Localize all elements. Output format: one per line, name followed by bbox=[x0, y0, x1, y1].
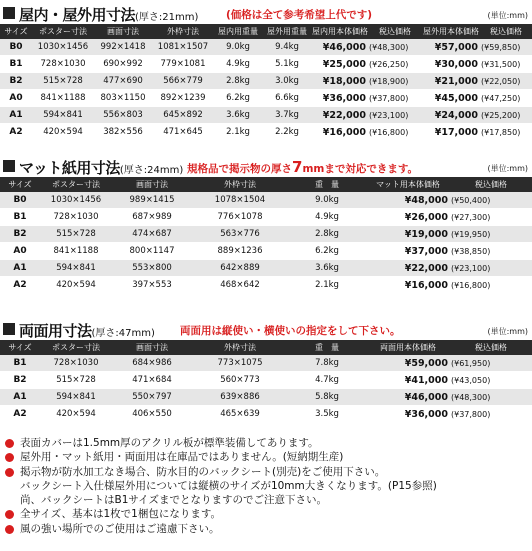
table-row bbox=[0, 260, 532, 277]
table-cell: ¥59,000 bbox=[366, 355, 450, 372]
col-header: 画面寸法 bbox=[112, 177, 192, 192]
table-cell: (¥59,850) bbox=[480, 39, 532, 56]
table-cell: 420×594 bbox=[32, 124, 94, 141]
col-header: 外枠寸法 bbox=[192, 177, 288, 192]
col-header: 税込価格 bbox=[450, 340, 532, 355]
square-bullet-icon bbox=[3, 7, 15, 19]
table-cell: A0 bbox=[0, 90, 32, 107]
table-cell: 7.8kg bbox=[288, 355, 366, 372]
table-cell: (¥37,800) bbox=[368, 90, 422, 107]
note-text: バックシート入仕様屋外用については縦横のサイズが10mm大きくなります。(P15参照) bbox=[20, 479, 437, 492]
note-text: 風の強い場所でのご使用はご遠慮下さい。 bbox=[20, 522, 220, 535]
table-row bbox=[0, 39, 532, 56]
red-dot-icon bbox=[5, 468, 14, 477]
section-header bbox=[0, 4, 532, 24]
table-cell: 563×776 bbox=[192, 226, 288, 243]
table-cell: 5.8kg bbox=[288, 389, 366, 406]
section-thickness: (厚さ:21mm) bbox=[135, 12, 199, 23]
table-header-row bbox=[0, 340, 532, 355]
table-cell: 1078×1504 bbox=[192, 192, 288, 209]
size-table bbox=[0, 177, 532, 294]
col-header: 外枠寸法 bbox=[192, 340, 288, 355]
table-row bbox=[0, 389, 532, 406]
table-cell: 382×556 bbox=[94, 124, 152, 141]
table-cell: (¥23,100) bbox=[368, 107, 422, 124]
table-cell: 6.2kg bbox=[288, 243, 366, 260]
table-cell: B1 bbox=[0, 355, 40, 372]
table-cell: ¥16,000 bbox=[312, 124, 368, 141]
table-cell: 420×594 bbox=[40, 277, 112, 294]
table-cell: (¥16,800) bbox=[368, 124, 422, 141]
table-cell: B0 bbox=[0, 39, 32, 56]
table-cell: 841×1188 bbox=[32, 90, 94, 107]
table-cell: ¥45,000 bbox=[422, 90, 480, 107]
table-cell: 468×642 bbox=[192, 277, 288, 294]
table-cell: (¥19,950) bbox=[450, 226, 532, 243]
double-sided-note: 両面用は縦使い・横使いの指定をして下さい。 bbox=[180, 325, 401, 337]
table-cell: 553×800 bbox=[112, 260, 192, 277]
col-header: 重 量 bbox=[288, 340, 366, 355]
table-cell: ¥46,000 bbox=[312, 39, 368, 56]
table-cell: ¥19,000 bbox=[366, 226, 450, 243]
table-cell: 3.5kg bbox=[288, 406, 366, 423]
table-header-row bbox=[0, 177, 532, 192]
table-cell: (¥18,900) bbox=[368, 73, 422, 90]
table-cell: 1030×1456 bbox=[32, 39, 94, 56]
table-row bbox=[0, 209, 532, 226]
note-text: 掲示物が防水加工なき場合、防水目的のバックシート(別売)をご使用下さい。 bbox=[20, 465, 386, 478]
table-cell: (¥17,850) bbox=[480, 124, 532, 141]
col-header: マット用本体価格 bbox=[366, 177, 450, 192]
table-cell: 477×690 bbox=[94, 73, 152, 90]
section-header bbox=[0, 157, 532, 177]
table-cell: ¥41,000 bbox=[366, 372, 450, 389]
table-cell: 3.6kg bbox=[214, 107, 262, 124]
table-cell: A2 bbox=[0, 406, 40, 423]
table-cell: ¥36,000 bbox=[366, 406, 450, 423]
section-matte bbox=[0, 157, 532, 294]
table-cell: 892×1239 bbox=[152, 90, 214, 107]
table-cell: 5.1kg bbox=[262, 56, 312, 73]
table-cell: ¥26,000 bbox=[366, 209, 450, 226]
section-thickness: (厚さ:24mm) bbox=[119, 165, 184, 176]
table-cell: 779×1081 bbox=[152, 56, 214, 73]
table-cell: 776×1078 bbox=[192, 209, 288, 226]
table-cell: 556×803 bbox=[94, 107, 152, 124]
table-cell: (¥27,300) bbox=[450, 209, 532, 226]
col-header: サイズ bbox=[0, 177, 40, 192]
table-cell: (¥23,100) bbox=[450, 260, 532, 277]
col-header: 画面寸法 bbox=[94, 24, 152, 39]
col-header: 両面用本体価格 bbox=[366, 340, 450, 355]
red-dot-icon bbox=[5, 439, 14, 448]
section-title bbox=[19, 157, 183, 178]
table-cell: (¥25,200) bbox=[480, 107, 532, 124]
section-title bbox=[19, 320, 155, 341]
table-cell: (¥22,050) bbox=[480, 73, 532, 90]
table-row bbox=[0, 372, 532, 389]
table-cell: ¥36,000 bbox=[312, 90, 368, 107]
table-row bbox=[0, 243, 532, 260]
section-thickness: (厚さ:47mm) bbox=[91, 328, 155, 339]
table-cell: 6.2kg bbox=[214, 90, 262, 107]
table-cell: 989×1415 bbox=[112, 192, 192, 209]
note-part: 7 bbox=[292, 158, 303, 176]
table-cell: 465×639 bbox=[192, 406, 288, 423]
table-cell: 420×594 bbox=[40, 406, 112, 423]
table-cell: 728×1030 bbox=[32, 56, 94, 73]
table-cell: A1 bbox=[0, 260, 40, 277]
table-cell: A2 bbox=[0, 124, 32, 141]
table-cell: 9.0kg bbox=[214, 39, 262, 56]
table-cell: ¥22,000 bbox=[312, 107, 368, 124]
table-cell: 642×889 bbox=[192, 260, 288, 277]
table-cell: 2.1kg bbox=[214, 124, 262, 141]
note-item bbox=[0, 522, 532, 536]
table-row bbox=[0, 73, 532, 90]
col-header: ポスター寸法 bbox=[40, 177, 112, 192]
table-cell: ¥22,000 bbox=[366, 260, 450, 277]
table-cell: (¥48,300) bbox=[450, 389, 532, 406]
table-cell: ¥48,000 bbox=[366, 192, 450, 209]
table-cell: 1030×1456 bbox=[40, 192, 112, 209]
note-continuation bbox=[0, 493, 532, 507]
table-cell: A1 bbox=[0, 107, 32, 124]
table-cell: (¥43,050) bbox=[450, 372, 532, 389]
table-cell: 594×841 bbox=[40, 260, 112, 277]
table-cell: 471×645 bbox=[152, 124, 214, 141]
section-indoor-outdoor bbox=[0, 4, 532, 141]
table-row bbox=[0, 406, 532, 423]
price-note: (価格は全て参考希望上代です) bbox=[226, 9, 373, 21]
table-cell: 687×989 bbox=[112, 209, 192, 226]
table-cell: 728×1030 bbox=[40, 209, 112, 226]
table-cell: 566×779 bbox=[152, 73, 214, 90]
table-cell: (¥50,400) bbox=[450, 192, 532, 209]
table-cell: ¥57,000 bbox=[422, 39, 480, 56]
table-cell: 594×841 bbox=[32, 107, 94, 124]
table-cell: B2 bbox=[0, 226, 40, 243]
note-item bbox=[0, 450, 532, 464]
table-cell: 560×773 bbox=[192, 372, 288, 389]
red-dot-icon bbox=[5, 525, 14, 534]
table-cell: A2 bbox=[0, 277, 40, 294]
table-cell: 594×841 bbox=[40, 389, 112, 406]
section-double-sided bbox=[0, 320, 532, 423]
table-cell: (¥37,800) bbox=[450, 406, 532, 423]
table-cell: B1 bbox=[0, 56, 32, 73]
table-cell: 4.7kg bbox=[288, 372, 366, 389]
note-text: 表面カバーは1.5mm厚のアクリル板が標準装備してあります。 bbox=[20, 437, 319, 449]
table-row bbox=[0, 124, 532, 141]
table-row bbox=[0, 56, 532, 73]
size-table bbox=[0, 24, 532, 141]
col-header: 屋外用本体価格 bbox=[422, 24, 480, 39]
table-cell: 2.8kg bbox=[214, 73, 262, 90]
table-cell: 728×1030 bbox=[40, 355, 112, 372]
unit-label: (単位:mm) bbox=[487, 327, 528, 336]
table-cell: ¥24,000 bbox=[422, 107, 480, 124]
table-cell: 397×553 bbox=[112, 277, 192, 294]
table-cell: 550×797 bbox=[112, 389, 192, 406]
table-cell: 3.7kg bbox=[262, 107, 312, 124]
note-continuation bbox=[0, 479, 532, 493]
section-title-text: 屋内・屋外用寸法 bbox=[19, 6, 136, 24]
unit-label: (単位:mm) bbox=[487, 164, 528, 173]
col-header: ポスター寸法 bbox=[32, 24, 94, 39]
table-cell: B2 bbox=[0, 73, 32, 90]
table-cell: 1081×1507 bbox=[152, 39, 214, 56]
table-row bbox=[0, 107, 532, 124]
red-dot-icon bbox=[5, 453, 14, 462]
table-cell: 992×1418 bbox=[94, 39, 152, 56]
note-part: mmまで対応できます。 bbox=[302, 163, 418, 175]
table-cell: (¥26,250) bbox=[368, 56, 422, 73]
col-header: サイズ bbox=[0, 24, 32, 39]
table-cell: ¥21,000 bbox=[422, 73, 480, 90]
red-dot-icon bbox=[5, 510, 14, 519]
table-cell: (¥61,950) bbox=[450, 355, 532, 372]
section-header bbox=[0, 320, 532, 340]
table-header-row bbox=[0, 24, 532, 39]
note-part: 規格品で掲示物の厚さ bbox=[187, 163, 292, 175]
col-header: 税込価格 bbox=[368, 24, 422, 39]
table-cell: 515×728 bbox=[32, 73, 94, 90]
col-header: 画面寸法 bbox=[112, 340, 192, 355]
table-cell: 773×1075 bbox=[192, 355, 288, 372]
table-cell: 803×1150 bbox=[94, 90, 152, 107]
table-cell: (¥16,800) bbox=[450, 277, 532, 294]
table-cell: 471×684 bbox=[112, 372, 192, 389]
table-row bbox=[0, 355, 532, 372]
section-title-text: マット紙用寸法 bbox=[19, 159, 120, 177]
table-cell: 800×1147 bbox=[112, 243, 192, 260]
col-header: 重 量 bbox=[288, 177, 366, 192]
table-cell: ¥16,000 bbox=[366, 277, 450, 294]
table-row bbox=[0, 226, 532, 243]
table-cell: 841×1188 bbox=[40, 243, 112, 260]
table-cell: ¥17,000 bbox=[422, 124, 480, 141]
table-cell: 3.0kg bbox=[262, 73, 312, 90]
col-header: 税込価格 bbox=[480, 24, 532, 39]
table-cell: B1 bbox=[0, 209, 40, 226]
note-item bbox=[0, 436, 532, 450]
table-cell: 9.4kg bbox=[262, 39, 312, 56]
table-cell: 639×886 bbox=[192, 389, 288, 406]
table-row bbox=[0, 277, 532, 294]
section-title bbox=[19, 4, 198, 25]
matte-note bbox=[187, 158, 418, 176]
table-cell: (¥31,500) bbox=[480, 56, 532, 73]
col-header: 屋外用重量 bbox=[262, 24, 312, 39]
table-cell: 4.9kg bbox=[288, 209, 366, 226]
unit-label: (単位:mm) bbox=[487, 11, 528, 20]
table-cell: 889×1236 bbox=[192, 243, 288, 260]
table-cell: B2 bbox=[0, 372, 40, 389]
table-cell: 4.9kg bbox=[214, 56, 262, 73]
size-table bbox=[0, 340, 532, 423]
col-header: 屋内用重量 bbox=[214, 24, 262, 39]
table-cell: 2.8kg bbox=[288, 226, 366, 243]
table-cell: 406×550 bbox=[112, 406, 192, 423]
table-cell: 645×892 bbox=[152, 107, 214, 124]
table-cell: 2.2kg bbox=[262, 124, 312, 141]
note-item bbox=[0, 465, 532, 479]
note-text: 屋外用・マット紙用・両面用は在庫品ではありません。(短納期生産) bbox=[20, 451, 344, 464]
table-cell: A0 bbox=[0, 243, 40, 260]
note-text: 全サイズ、基本は1枚で1梱包になります。 bbox=[20, 508, 221, 521]
square-bullet-icon bbox=[3, 160, 15, 172]
table-row bbox=[0, 90, 532, 107]
table-cell: ¥25,000 bbox=[312, 56, 368, 73]
table-cell: 515×728 bbox=[40, 226, 112, 243]
col-header: 外枠寸法 bbox=[152, 24, 214, 39]
col-header: サイズ bbox=[0, 340, 40, 355]
table-cell: ¥30,000 bbox=[422, 56, 480, 73]
table-cell: 474×687 bbox=[112, 226, 192, 243]
table-cell: (¥48,300) bbox=[368, 39, 422, 56]
table-cell: 3.6kg bbox=[288, 260, 366, 277]
table-cell: 515×728 bbox=[40, 372, 112, 389]
note-text: 尚、バックシートはB1サイズまでとなりますのでご注意下さい。 bbox=[20, 494, 328, 507]
col-header: 税込価格 bbox=[450, 177, 532, 192]
table-cell: A1 bbox=[0, 389, 40, 406]
table-cell: 2.1kg bbox=[288, 277, 366, 294]
table-cell: B0 bbox=[0, 192, 40, 209]
square-bullet-icon bbox=[3, 323, 15, 335]
table-cell: ¥18,000 bbox=[312, 73, 368, 90]
table-cell: 6.6kg bbox=[262, 90, 312, 107]
table-row bbox=[0, 192, 532, 209]
notes-list bbox=[0, 436, 532, 536]
table-cell: (¥47,250) bbox=[480, 90, 532, 107]
table-cell: (¥38,850) bbox=[450, 243, 532, 260]
col-header: 屋内用本体価格 bbox=[312, 24, 368, 39]
table-cell: 684×986 bbox=[112, 355, 192, 372]
table-cell: 690×992 bbox=[94, 56, 152, 73]
section-title-text: 両面用寸法 bbox=[19, 322, 92, 340]
table-cell: ¥37,000 bbox=[366, 243, 450, 260]
col-header: ポスター寸法 bbox=[40, 340, 112, 355]
table-cell: ¥46,000 bbox=[366, 389, 450, 406]
note-item bbox=[0, 507, 532, 521]
table-cell: 9.0kg bbox=[288, 192, 366, 209]
